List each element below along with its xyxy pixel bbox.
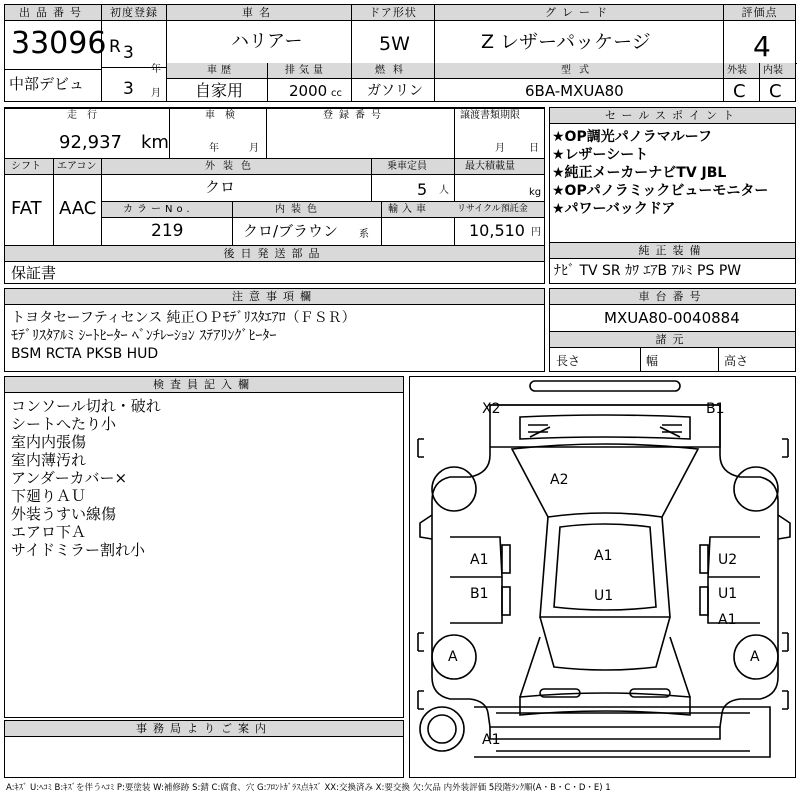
color-no: 219	[151, 221, 184, 241]
score-label: 評価点	[724, 5, 795, 21]
mark-trunk: U1	[594, 588, 614, 604]
later-item: 保証書	[11, 264, 57, 282]
capacity-label: 乗車定員	[387, 161, 427, 172]
door-label: ドア形状	[352, 5, 434, 21]
doc-day-unit: 日	[529, 143, 539, 154]
notes-label: 注意事項欄	[5, 289, 544, 305]
interior-label: 内装	[763, 65, 783, 76]
import-label: 輸入車	[388, 204, 430, 215]
interior-grade: C	[769, 81, 782, 102]
office-section	[4, 720, 404, 778]
history: 自家用	[195, 81, 244, 100]
history-label: 車歴	[207, 65, 235, 76]
grade: Z レザーパッケージ	[481, 31, 651, 53]
capacity: 5	[417, 180, 428, 199]
inspector-note: コンソール切れ・破れ	[11, 397, 161, 415]
equipment: ﾅﾋﾞ TV SR ｶﾜ ｴｱB ｱﾙﾐ PS PW	[554, 263, 742, 279]
recycle-unit: 円	[531, 227, 541, 238]
mileage-label: 走行	[67, 110, 107, 121]
sales-label: セールスポイント	[550, 108, 795, 124]
exterior-grade: C	[733, 81, 746, 102]
sales-item: ★パワーバックドア	[552, 201, 676, 217]
car-name-label: 車名	[167, 5, 351, 21]
mark-front-right: B1	[706, 401, 725, 417]
first-reg-label: 初度登録	[102, 5, 166, 21]
mark-front-left: X2	[482, 401, 501, 417]
score: 4	[753, 30, 771, 63]
chassis-label: 車台番号	[550, 289, 795, 305]
mark-roof: A1	[594, 548, 613, 564]
color-label: 外装色	[205, 161, 259, 172]
sales-item: ★レザーシート	[552, 147, 649, 163]
chassis-section	[549, 288, 796, 372]
doc-deadline-label: 譲渡書類期限	[460, 110, 520, 121]
mileage: 92,937	[59, 132, 122, 153]
inspection-month-unit: 月	[249, 143, 259, 154]
sales-item: ★純正メーカーナビTV JBL	[552, 165, 727, 181]
chassis-number: MXUA80-0040884	[604, 309, 740, 327]
mark-left-front-door: A1	[470, 552, 489, 568]
inspector-note: アンダーカバー×	[11, 469, 128, 487]
mark-right-rear-door: U1	[718, 586, 738, 602]
mark-hood: A2	[550, 472, 569, 488]
interior-color-label: 内装色	[275, 204, 323, 215]
shift-label: シフト	[11, 161, 41, 172]
fuel: ガソリン	[367, 83, 423, 99]
fuel-label: 燃料	[375, 65, 411, 76]
era: R	[109, 37, 121, 57]
max-load-unit: kg	[529, 187, 542, 198]
month: 3	[123, 79, 134, 99]
year-unit: 年	[151, 64, 161, 75]
shift: FAT	[11, 198, 42, 219]
interior-color: クロ/ブラウン	[243, 222, 339, 240]
inspector-note: 室内薄汚れ	[11, 451, 87, 469]
header-section	[4, 4, 796, 102]
reg-no-label: 登録番号	[323, 110, 387, 121]
inspector-label: 検査員記入欄	[5, 377, 403, 393]
dims-label: 諸元	[550, 332, 795, 348]
note-line: トヨタセーフティセンス 純正ＯＰﾓﾃﾞﾘｽﾀｴｱﾛ（ＦＳＲ）	[11, 310, 356, 326]
era-year: 3	[123, 43, 134, 63]
color: クロ	[205, 178, 236, 196]
mark-spare: A1	[482, 732, 501, 748]
inspector-note: 外装うすい線傷	[11, 505, 117, 523]
sales-section	[549, 107, 796, 284]
spec-section	[4, 107, 545, 284]
model-code-label: 型式	[561, 65, 597, 76]
model-code: 6BA-MXUA80	[525, 82, 624, 100]
inspector-note: サイドミラー割れ小	[11, 541, 145, 559]
inspector-section	[4, 376, 404, 718]
height-label: 高さ	[724, 354, 749, 368]
inspector-note: エアロ下Ａ	[11, 523, 87, 541]
ac: AAC	[59, 198, 97, 219]
office-label: 事務局よりご案内	[5, 721, 403, 737]
displacement-label: 排気量	[285, 65, 327, 76]
month-unit: 月	[151, 88, 161, 99]
car-outline	[410, 377, 795, 777]
lot-number: 33096	[11, 26, 107, 61]
equipment-label: 純正装備	[550, 243, 795, 259]
length-label: 長さ	[556, 354, 581, 368]
doc-month-unit: 月	[495, 143, 505, 154]
sales-item: ★OP調光パノラマルーフ	[552, 129, 713, 145]
sales-item: ★OPパノラミックビューモニター	[552, 183, 769, 199]
displacement-unit: cc	[331, 88, 342, 99]
max-load-label: 最大積載量	[465, 161, 515, 172]
note-line: BSM RCTA PKSB HUD	[11, 346, 159, 362]
width-label: 幅	[646, 354, 659, 368]
recycle-label: リサイクル預託金	[457, 204, 528, 214]
legend-text: A:ｷｽﾞ U:ﾍｺﾐ B:ｷｽﾞを伴うﾍｺﾐ P:要塗装 W:補修跡 S:錆 C:腐食、穴 G:ﾌﾛﾝﾄｶﾞﾗｽ点ｷｽﾞ XX:交換済み X:要交換 欠:欠品 内外装評価 5段階ﾗﾝｸ順(A・B・C・D・E) 1	[6, 783, 611, 793]
inspection-year-unit: 年	[209, 143, 219, 154]
exterior-label: 外装	[727, 65, 747, 76]
inspector-note: 下廻りＡＵ	[11, 487, 87, 505]
interior-color-suffix: 系	[359, 229, 369, 240]
later-label: 後日発送部品	[5, 246, 544, 262]
door: 5W	[379, 33, 410, 55]
capacity-unit: 人	[439, 185, 449, 196]
displacement: 2000	[289, 82, 328, 100]
mark-left-rear-door: B1	[470, 586, 489, 602]
mark-right-front-door: U2	[718, 552, 738, 568]
grade-label: グレード	[435, 5, 723, 21]
lot-label: 出品番号	[5, 5, 101, 21]
mark-right-rear-fender: A1	[718, 612, 737, 628]
inspector-note: 室内内張傷	[11, 433, 87, 451]
inspection-label: 車検	[205, 110, 245, 121]
notes-section	[4, 288, 545, 372]
mark-right-rear-wheel: A	[750, 649, 760, 665]
car-name: ハリアー	[231, 31, 303, 52]
ac-label: エアコン	[57, 161, 97, 172]
note-line: ﾓﾃﾞﾘｽﾀｱﾙﾐ ｼｰﾄﾋｰﾀｰ ﾍﾞﾝﾁﾚｰｼｮﾝ ｽﾃｱﾘﾝｸﾞﾋｰﾀｰ	[11, 328, 277, 344]
mark-left-rear-wheel: A	[448, 649, 458, 665]
inspector-note: シートへたり小	[11, 415, 117, 433]
mileage-unit: km	[141, 132, 169, 153]
color-no-label: カラーNo.	[123, 204, 194, 215]
recycle: 10,510	[469, 221, 525, 240]
venue: 中部デビュ	[9, 75, 85, 93]
damage-diagram	[409, 376, 796, 778]
